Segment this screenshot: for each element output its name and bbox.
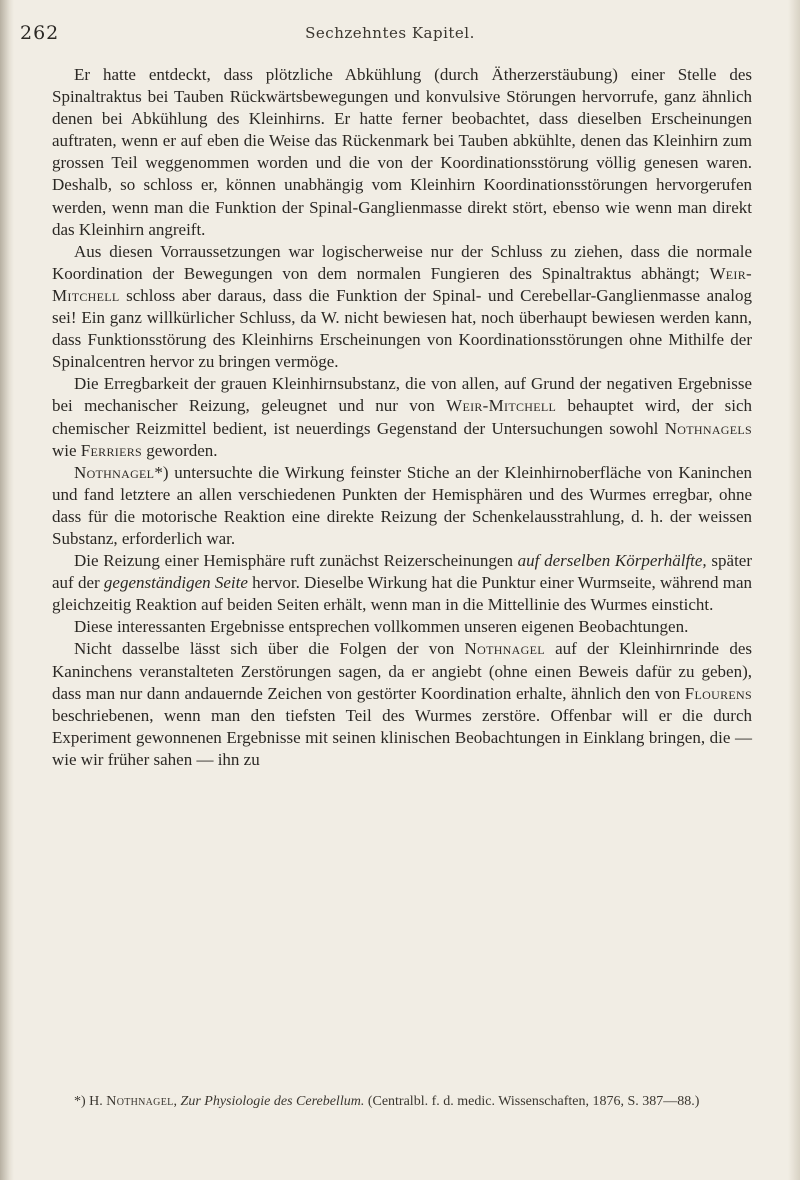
emphasis-text: Zur Physiologie des Cerebellum. <box>180 1094 365 1109</box>
text-run: (Centralbl. f. d. medic. Wissenschaften, 1876, S. 387—88.) <box>364 1094 700 1109</box>
text-run: schloss aber daraus, dass die Funktion der Spinal- und Cerebellar-Ganglienmasse analog sei! Ein ganz willkürlicher Schluss, da W. nicht bewiesen hat, noch überhaupt bewiesen werden kann, dass Funktionsstörung des Kleinhirns Erscheinungen von Koordinationsstörungen ohne Mithilfe der Spinalcentren hervor zu bringen vermöge. <box>52 285 752 372</box>
paragraph <box>52 616 752 638</box>
paragraph <box>52 462 752 550</box>
text-run: Er hatte entdeckt, dass plötzliche Abkühlung (durch Ätherzerstäubung) einer Stelle des Spinaltraktus bei Tauben Rückwärtsbewegungen und konvulsive Störungen hervorrufe, ganz ähnlich denen bei Abkühlung des Kleinhirns. Er hatte ferner beobachtet, dass dieselben Erscheinungen auftraten, wenn er auf eben die Weise das Rückenmark bei Tauben abkühlte, denen das Kleinhirn zum grossen Teil weggenommen worden und die von der Koordinationsstörung völlig genesen waren. Deshalb, so schloss er, können unabhängig vom Kleinhirn Koordinationsstörungen hervorgerufen werden, wenn man die Funktion der Spinal-Ganglienmasse direkt stört, ebenso wie wenn man direkt das Kleinhirn angreift. <box>52 65 752 239</box>
author-name: Nothnagels <box>664 418 752 438</box>
paragraph <box>52 64 752 241</box>
author-name: Weir-Mitchell <box>52 263 752 305</box>
author-name: Weir-Mitchell <box>446 396 557 416</box>
text-run: Die Reizung einer Hemisphäre ruft zunächst Reizerscheinungen <box>74 551 518 571</box>
paragraph <box>52 241 752 374</box>
body-text <box>52 64 752 771</box>
page-number: 262 <box>20 22 60 44</box>
author-name: Ferriers <box>80 440 142 460</box>
text-run: später auf der <box>52 551 752 593</box>
page-edge-shadow-left <box>0 0 14 1180</box>
page-edge-shadow-right <box>788 0 800 1180</box>
text-run: , <box>173 1094 181 1109</box>
text-run: geworden. <box>142 440 218 460</box>
text-run: Aus diesen Vorraussetzungen war logischerweise nur der Schluss zu ziehen, dass die normale Koordination der Bewegungen von dem normalen Fungieren des Spinaltraktus abhängt; <box>52 241 752 283</box>
page-header <box>20 22 760 48</box>
text-run: wie <box>52 440 81 460</box>
text-run: *) H. <box>74 1094 107 1109</box>
emphasis-text: auf derselben Körperhälfte, <box>517 551 707 571</box>
text-run: Die Erregbarkeit der grauen Kleinhirnsubstanz, die von allen, auf Grund der negativen Ergebnisse bei mechanischer Reizung, geleugnet und nur von <box>52 374 752 416</box>
paragraph <box>52 550 752 616</box>
footnote <box>52 1092 752 1112</box>
paragraph <box>52 638 752 771</box>
text-run: beschriebenen, wenn man den tiefsten Teil des Wurmes zerstöre. Offenbar will er die durch Experiment gewonnenen Ergebnisse mit seinen klinischen Beobachtungen in Einklang bringen, die — wie wir früher sahen — ihn zu <box>52 705 752 769</box>
emphasis-text: gegenständigen Seite <box>103 573 248 593</box>
author-name: Nothnagel <box>74 462 155 482</box>
text-run: *) untersuchte die Wirkung feinster Stiche an der Kleinhirnoberfläche von Kaninchen und fand letztere an allen verschiedenen Punkten der Hemisphären und des Wurmes erregbar, ohne dass für die motorische Reaktion eine direkte Reizung der Schenkelausstrahlung, d. h. der weissen Substanz, erforderlich war. <box>52 462 752 548</box>
paragraph <box>52 373 752 461</box>
text-run: behauptet wird, der sich chemischer Reizmittel bedient, ist neuerdings Gegenstand der Untersuchungen sowohl <box>52 396 752 438</box>
author-name: Nothnagel <box>464 639 545 659</box>
text-run: Diese interessanten Ergebnisse entsprechen vollkommen unseren eigenen Beobachtungen. <box>74 617 689 637</box>
running-head: Sechzehntes Kapitel. <box>305 24 475 42</box>
text-run: Nicht dasselbe lässt sich über die Folgen der von <box>74 639 465 659</box>
text-run: hervor. Dieselbe Wirkung hat die Punktur einer Wurmseite, während man gleichzeitig Reaktion auf beiden Seiten erhält, wenn man in die Mittellinie des Wurmes einsticht. <box>52 573 753 615</box>
author-name: Nothnagel <box>106 1094 174 1109</box>
author-name: Flourens <box>684 683 752 703</box>
text-run: auf der Kleinhirnrinde des Kaninchens veranstalteten Zerstörungen sagen, da er angiebt (ohne einen Beweis dafür zu geben), dass man nur dann andauernde Zeichen von gestörter Koordination erhalte, ähnlich den von <box>52 639 752 703</box>
